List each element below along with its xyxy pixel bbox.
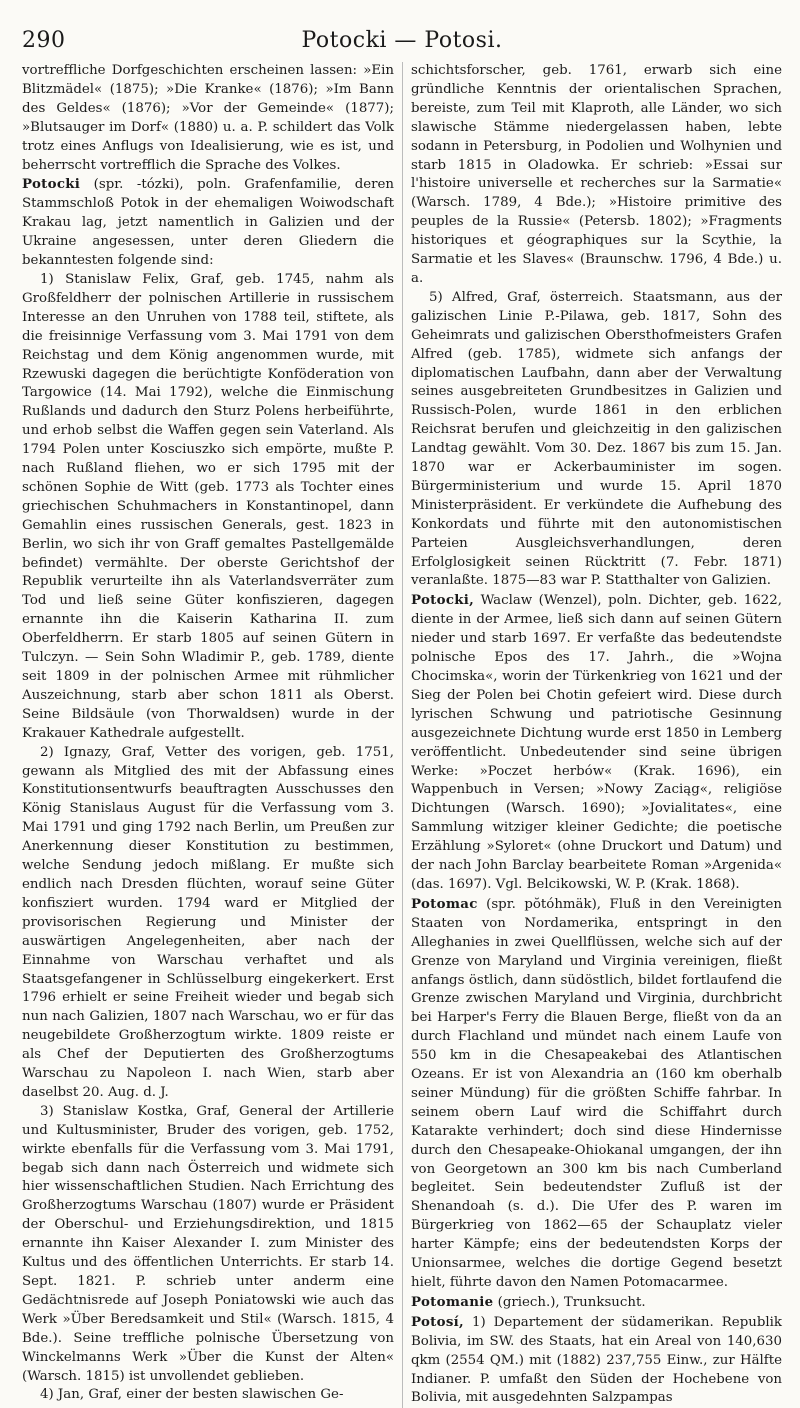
paragraph-text: (spr. -tózki), poln. Grafenfamilie, deren Stammschloß Potok in der ehemaligen Woiwodschaft Krakau lag, jetzt namentlich in Galizien und der Ukraine angesessen, unter deren Gliedern die bekanntesten folgende sind: [22, 177, 394, 269]
paragraph-text: 3) Stanislaw Kostka, Graf, General der Artillerie und Kultusminister, Bruder des vorigen, geb. 1752, wirkte ebenfalls für die Verfassung vom 3. Mai 1791, begab sich dann nach Österreich und widmete sich hier wissenschaftlichen Studien. Nach Errichtung des Großherzogtums Warschau (1807) wurde er Präsident der Oberschul- und Erziehungsdirektion, und 1815 ernannte ihn Kaiser Alexander I. zum Minister des Kultus und des öffentlichen Unterrichts. Er starb 14. Sept. 1821. P. schrieb unter anderm eine Gedächtnisrede auf Joseph Poniatowski wie auch das Werk »Über Beredsamkeit und Stil« (Warsch. 1815, 4 Bde.). Seine treffliche polnische Übersetzung von Winckelmanns Werk »Über die Kunst der Alten« (Warsch. 1815) ist unvollendet geblieben. [22, 1103, 394, 1384]
dictionary-entry [411, 895, 782, 1293]
text-paragraph [22, 1103, 394, 1387]
text-paragraph [411, 62, 782, 289]
paragraph-text: schichtsforscher, geb. 1761, erwarb sich eine gründliche Kenntnis der orientalischen Sprachen, bereiste, zum Teil mit Klaproth, alle Länder, wo sich slawische Stämme niedergelassen haben, lebte sodann in Petersburg, in Podolien und Wolhynien und starb 1815 in Oladowka. Er schrieb: »Essai sur l'histoire universelle et recherches sur la Sarmatie« (Warsch. 1789, 4 Bde.); »Histoire primitive des peuples de la Russie« (Petersb. 1802); »Fragments historiques et géographiques sur la Scythie, la Sarmatie et les Slaves« (Braunschw. 1796, 4 Bde.) u. a. [411, 63, 782, 286]
left-column [22, 62, 402, 1408]
paragraph-text: 2) Ignazy, Graf, Vetter des vorigen, geb. 1751, gewann als Mitglied des mit der Abfassung eines Konstitutionsentwurfs beauftragten Ausschusses den König Stanislaus August für die Verfassung vom 3. Mai 1791 und ging 1792 nach Berlin, um Preußen zur Anerkennung dieser Konstitution zu bestimmen, welche Sendung jedoch mißlang. Er mußte sich endlich nach Dresden flüchten, worauf seine Güter konfisziert wurden. 1794 ward er Mitglied der provisorischen Regierung und Minister der auswärtigen Angelegenheiten, aber nach der Einnahme von Warschau verhaftet und als Staatsgefangener in Schlüsselburg eingekerkert. Erst 1796 erhielt er seine Freiheit wieder und begab sich nun nach Galizien, 1807 nach Warschau, wo er für das neugebildete Großherzogtum wirkte. 1809 reiste er als Chef der Deputierten des Großherzogtums Warschau zu Napoleon I. nach Wien, starb aber daselbst 20. Aug. d. J. [22, 744, 394, 1100]
paragraph-text: 4) Jan, Graf, einer der besten slawischen Ge- [40, 1387, 344, 1403]
paragraph-text: (spr. pŏtóhmäk), Fluß in den Vereinigten Staaten von Nordamerika, entspringt in den Alleghanies in zwei Quellflüssen, welche sich auf der Grenze von Maryland und Virginia vereinigen, fließt anfangs östlich, dann südöstlich, bildet fortlaufend die Grenze zwischen Maryland und Virginia, durchbricht bei Harper's Ferry die Blauen Berge, fließt von da an durch Flachland und mündet nach einem Laufe von 550 km in die Chesapeakebai des Atlantischen Ozeans. Er ist von Alexandria an (160 km oberhalb seiner Mündung) für die größten Schiffe fahrbar. In seinem obern Lauf wird die Schiffahrt durch Katarakte verhindert; doch sind diese Hindernisse durch den Chesapeake-Ohiokanal umgangen, der ihn von Georgetown an 300 km bis nach Cumberland begleitet. Sein bedeutendster Zufluß ist der Shenandoah (s. d.). Die Ufer des P. waren im Bürgerkrieg von 1862—65 der Schauplatz vieler harter Kämpfe; eins der bedeutendsten Korps der Unionsarmee, welches die dortige Gegend besetzt hielt, führte davon den Namen Potomacarmee. [411, 896, 782, 1290]
paragraph-text: (griech.), Trunksucht. [493, 1294, 646, 1310]
text-paragraph [22, 271, 394, 744]
paragraph-text: Waclaw (Wenzel), poln. Dichter, geb. 1622, diente in der Armee, ließ sich dann auf seinen Gütern nieder und starb 1697. Er verfaßte das bedeutendste polnische Epos des 17. Jahrh., die »Wojna Chocimska«, worin der Türkenkrieg von 1621 und der Sieg der Polen bei Chotin gefeiert wird. Diese durch lyrischen Schwung und patriotische Gesinnung ausgezeichnete Dichtung wurde erst 1850 in Lemberg veröffentlicht. Unbedeutender sind seine übrigen Werke: »Poczet herbów« (Krak. 1696), ein Wappenbuch in Versen; »Nowy Zaciąg«, religiöse Dichtungen (Warsch. 1690); »Jovialitates«, eine Sammlung witziger kleiner Gedichte; die poetische Erzählung »Syloret« (ohne Druckort und Datum) und der nach John Barclay bearbeitete Roman »Argenida« (das. 1697). Vgl. Belcikowski, W. P. (Krak. 1868). [411, 593, 782, 892]
paragraph-text: 5) Alfred, Graf, österreich. Staatsmann, aus der galizischen Linie P.-Pilawa, geb. 1817, Sohn des Geheimrats und galizischen Obersthofmeisters Grafen Alfred (geb. 1785), widmete sich anfangs der diplomatischen Laufbahn, dann aber der Verwaltung seines ausgebreiteten Grundbesitzes in Galizien und Russisch-Polen, wurde 1861 in den erblichen Reichsrat berufen und gleichzeitig in den galizischen Landtag gewählt. Vom 30. Dez. 1867 bis zum 15. Jan. 1870 war er Ackerbauminister im sogen. Bürgerministerium und wurde 15. April 1870 Ministerpräsident. Er verkündete die Aufhebung des Konkordats und führte mit den autonomistischen Parteien Ausgleichsverhandlungen, deren Erfolglosigkeit seinen Rücktritt (7. Febr. 1871) veranlaßte. 1875—83 war P. Statthalter von Galizien. [411, 289, 782, 589]
paragraph-text: 1) Departement der südamerikan. Republik Bolivia, im SW. des Staats, hat ein Areal von 140,630 qkm (2554 QM.) mit (1882) 237,755 Einw., zur Hälfte Indianer. P. umfaßt den Süden der Hochebene von Bolivia, mit ausgedehnten Salzpampas [411, 1314, 782, 1406]
text-paragraph [22, 744, 394, 1103]
entry-headword: Potomac [411, 895, 478, 912]
text-paragraph [411, 289, 782, 592]
dictionary-entry [411, 1313, 782, 1408]
dictionary-entry [411, 1293, 782, 1313]
entry-headword: Potosí, [411, 1313, 464, 1330]
right-column [402, 62, 782, 1408]
entry-headword: Potomanie [411, 1293, 494, 1310]
text-paragraph [22, 62, 394, 175]
text-paragraph [22, 1386, 394, 1405]
text-columns [22, 62, 782, 1408]
entry-headword: Potocki, [411, 592, 475, 609]
paragraph-text: vortreffliche Dorfgeschichten erscheinen lassen: »Ein Blitzmädel« (1875); »Die Kranke« (1876); »Im Bann des Geldes« (1876); »Vor der Gemeinde« (1877); »Blutsauger im Dorf« (1880) u. a. P. schildert das Volk trotz eines Anflugs von Idealisierung, wie es ist, und beherrscht vortrefflich die Sprache des Volkes. [22, 63, 394, 173]
dictionary-entry [22, 175, 394, 271]
running-title: Potocki — Potosi. [301, 28, 503, 53]
paragraph-text: 1) Stanislaw Felix, Graf, geb. 1745, nahm als Großfeldherr der polnischen Artillerie in russischem Interesse an den Unruhen von 1788 teil, stiftete, als die freisinnige Verfassung vom 3. Mai 1791 von dem Reichstag und dem König angenommen wurde, mit Rzewuski dagegen die berüchtigte Konföderation von Targowice (14. Mai 1792), welche die Einmischung Rußlands und dadurch den Sturz Polens herbeiführte, und erhob selbst die Waffen gegen sein Vaterland. Als 1794 Polen unter Kosciuszko sich empörte, mußte P. nach Rußland fliehen, wo er sich 1795 mit der schönen Sophie de Witt (geb. 1773 als Tochter eines griechischen Schuhmachers in Konstantinopel, dann Gemahlin eines russischen Generals, gest. 1823 in Berlin, wo sich ihr von Graff gemaltes Pastellgemälde befindet) vermählte. Der oberste Gerichtshof der Republik verurteilte ihn als Vaterlandsverräter zum Tod und ließ seine Güter konfiszieren, dagegen ernannte ihn die Kaiserin Katharina II. zum Oberfeldherrn. Er starb 1805 auf seinen Gütern in Tulczyn. — Sein Sohn Wladimir P., geb. 1789, diente seit 1809 in der polnischen Armee mit rühmlicher Auszeichnung, starb aber schon 1811 als Oberst. Seine Bildsäule (von Thorwaldsen) wurde in der Krakauer Kathedrale aufgestellt. [22, 271, 394, 741]
page-number: 290 [22, 28, 66, 53]
entry-headword: Potocki [22, 176, 81, 193]
page-header [22, 22, 782, 62]
dictionary-entry [411, 591, 782, 895]
